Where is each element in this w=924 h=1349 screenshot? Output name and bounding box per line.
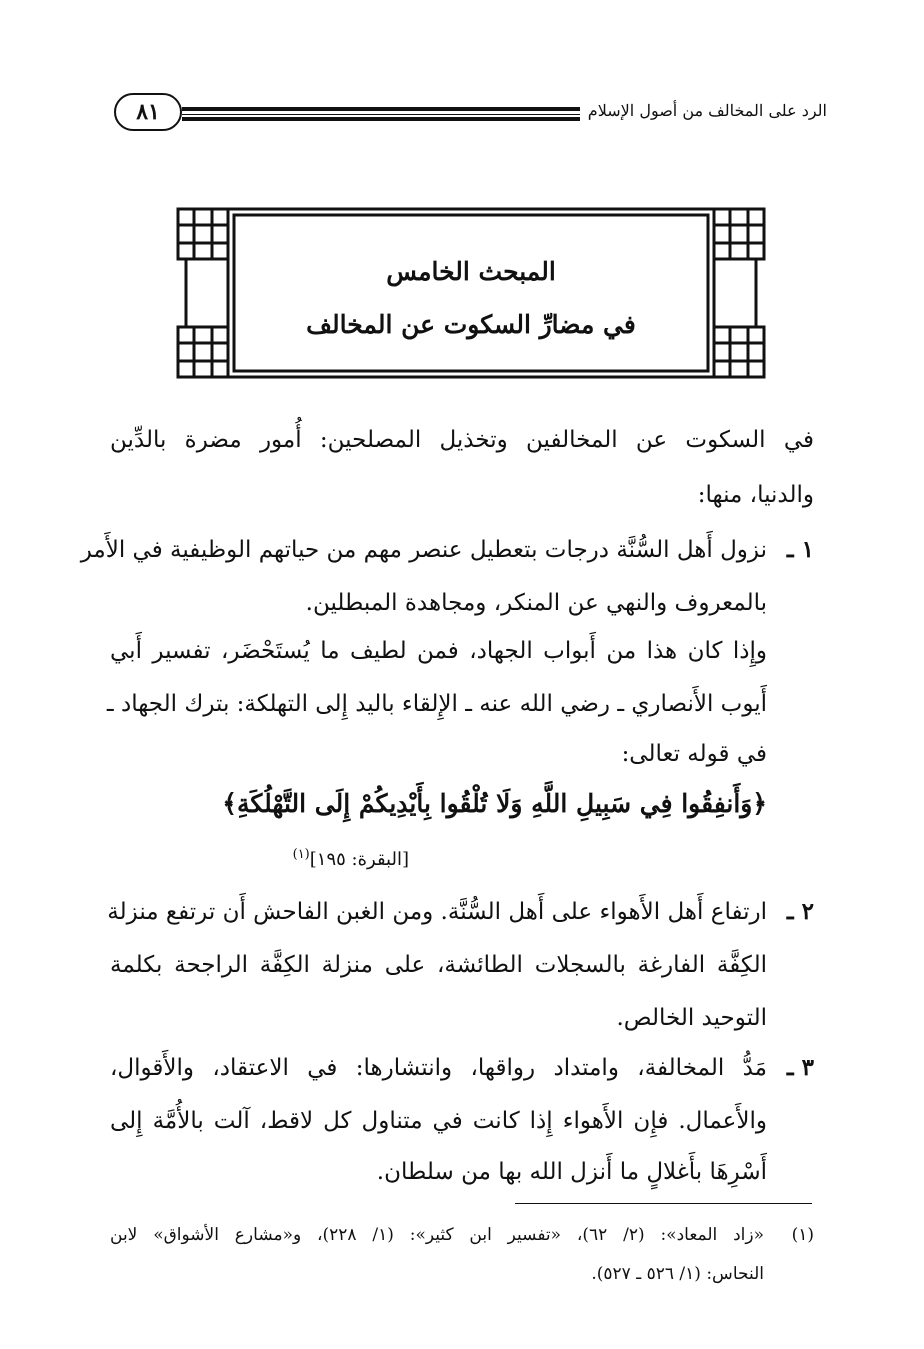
footnote-marker: (١) [791,1225,814,1245]
list-item-line: وإِذا كان هذا من أَبواب الجهاد، فمن لطيف ما يُستَحْضَر، تفسير أَبي [110,638,767,664]
list-item-line: في قوله تعالى: [621,741,767,767]
list-item-line: التوحيد الخالص. [616,1005,767,1031]
ornamental-frame [174,205,768,381]
running-title: الرد على المخالف من أصول الإسلام [587,101,827,120]
list-item-line: والأَعمال. فإِن الأَهواء إِذا كانت في متناول كل لاقط، آلت بالأُمَّة إِلى [110,1108,767,1134]
chapter-subtitle: في مضارِّ السكوت عن المخالف [306,310,636,339]
header-rule [182,107,580,121]
list-item-line: أَيوب الأَنصاري ـ رضي الله عنه ـ الإِلقاء باليد إِلى التهلكة: بترك الجهاد ـ [106,691,767,717]
list-item-line: مَدُّ المخالفة، وامتداد رواقها، وانتشارها: في الاعتقاد، والأَقوال، [110,1055,767,1081]
intro-line: في السكوت عن المخالفين وتخذيل المصلحين: أُمور مضرة بالدِّين [110,427,814,453]
list-item-number: ١ ـ [786,536,814,563]
verse-reference [293,842,409,873]
quran-verse: ﴿وَأَنفِقُوا فِي سَبِيلِ اللَّهِ وَلَا تُلْقُوا بِأَيْدِيكُمْ إِلَى التَّهْلُكَةِ﴾ [222,789,767,818]
list-item-line: نزول أَهل السُّنَّة درجات بتعطيل عنصر مهم من حياتهم الوظيفية في الأَمر [80,537,767,563]
list-item-line: ارتفاع أَهل الأَهواء على أَهل السُّنَّة. ومن الغبن الفاحش أَن ترتفع منزلة [107,899,767,925]
list-item-line: بالمعروف والنهي عن المنكر، ومجاهدة المبطلين. [305,590,767,616]
intro-line: والدنيا، منها: [697,482,814,508]
list-item-number: ٢ ـ [786,898,814,925]
footnote-divider [515,1203,812,1204]
list-item-line: الكِفَّة الفارغة بالسجلات الطائشة، على منزلة الكِفَّة الراجحة بكلمة [110,952,767,978]
list-item-line: أَسْرِهَا بأَغلالٍ ما أَنزل الله بها من سلطان. [376,1159,767,1185]
list-item-number: ٣ ـ [786,1054,814,1081]
verse-reference-text: [البقرة: ١٩٥] [309,849,409,870]
page-number: ٨١ [114,93,182,131]
chapter-title-box [174,205,768,381]
chapter-title: المبحث الخامس [386,257,556,286]
footnote-line: النحاس: (١/ ٥٢٦ ـ ٥٢٧). [591,1264,764,1284]
footnote-line: «زاد المعاد»: (٢/ ٦٢)، «تفسير ابن كثير»: (١/ ٢٢٨)، و«مشارع الأشواق» لابن [110,1225,764,1245]
footnote-ref: (١) [292,847,310,862]
